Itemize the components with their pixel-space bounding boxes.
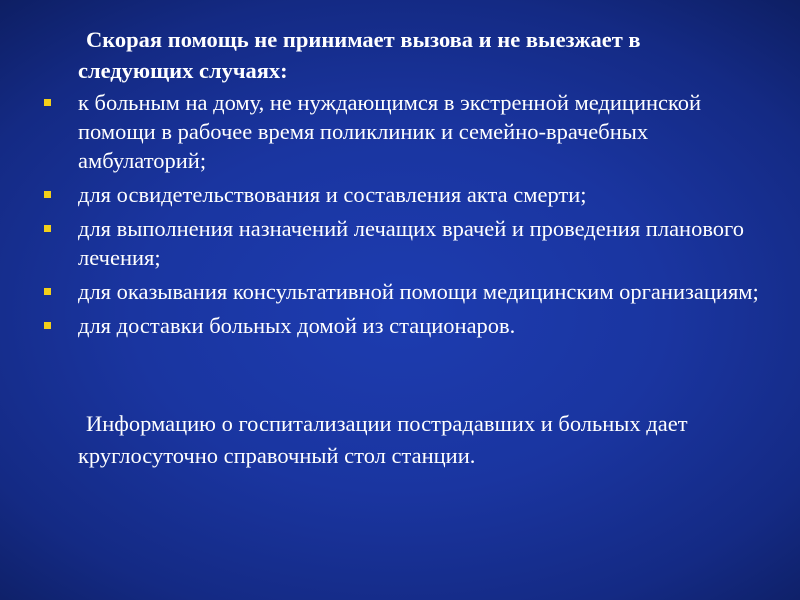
bullet-text: для освидетельствования и составления акта смерти; [78, 182, 587, 207]
bullet-text: для доставки больных домой из стационаров. [78, 313, 516, 338]
bullet-text: для оказывания консультативной помощи медицинским организациям; [78, 279, 759, 304]
square-bullet-icon [44, 322, 51, 329]
bullet-item [0, 311, 800, 340]
footer-paragraph: Информацию о госпитализации пострадавших и больных дает круглосуточно справочный стол станции. [78, 411, 688, 468]
bullet-item [0, 214, 800, 272]
bullet-text: к больным на дому, не нуждающимся в экстренной медицинской помощи в рабочее время поликлиник и семейно-врачебных амбулаторий; [78, 90, 702, 173]
slide-heading: Скорая помощь не принимает вызова и не выезжает в следующих случаях: [78, 27, 641, 83]
bullet-text: для выполнения назначений лечащих врачей и проведения планового лечения; [78, 216, 744, 270]
square-bullet-icon [44, 288, 51, 295]
bullet-item [0, 88, 800, 175]
bullet-list [0, 88, 800, 345]
square-bullet-icon [44, 99, 51, 106]
square-bullet-icon [44, 191, 51, 198]
bullet-item [0, 277, 800, 306]
square-bullet-icon [44, 225, 51, 232]
bullet-item [0, 180, 800, 209]
